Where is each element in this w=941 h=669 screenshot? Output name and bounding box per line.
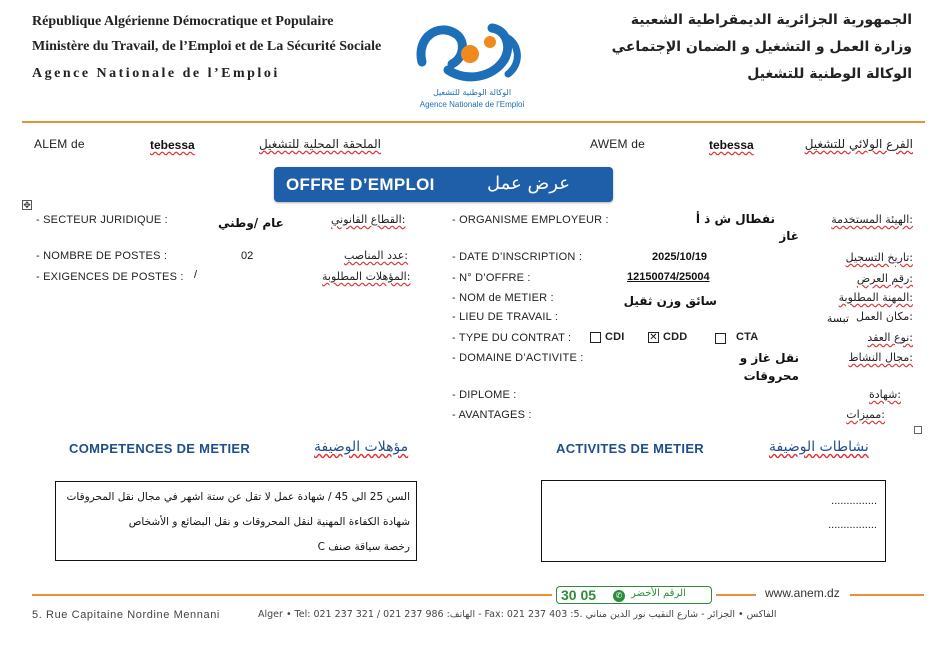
logo-arabic-text: الوكالة الوطنية للتشغيل	[432, 88, 512, 97]
numero-value[interactable]: 12150074/25004	[627, 271, 710, 283]
alem-label: ALEM de	[34, 137, 85, 151]
offer-title-ar: عرض عمل	[487, 173, 570, 194]
metier-label: - NOM de METIER :	[452, 292, 554, 304]
header-ar-line3: الوكالة الوطنية للتشغيل	[747, 66, 912, 82]
numero-arabic-label: :رقم العرض	[856, 272, 913, 285]
cdi-label: CDI	[605, 331, 625, 343]
numero-label: - N° D’OFFRE :	[452, 272, 531, 284]
exigences-value: /	[194, 269, 198, 281]
organisme-value-line2: غاز	[779, 229, 799, 243]
domaine-label: - DOMAINE D’ACTIVITE :	[452, 352, 584, 364]
secteur-label: - SECTEUR JURIDIQUE :	[36, 214, 168, 226]
organisme-value: نفطال ش ذ أ	[695, 212, 775, 226]
footer-address: 5. Rue Capitaine Nordine Mennani	[32, 609, 220, 621]
exigences-label: - EXIGENCES DE POSTES :	[36, 271, 184, 283]
alem-arabic-label: الملحقة المحلية للتشغيل	[259, 137, 381, 151]
date-label: - DATE D’INSCRIPTION :	[452, 251, 583, 263]
postes-label: - NOMBRE DE POSTES :	[36, 250, 168, 262]
competences-line-3: رخصة سياقة صنف C	[317, 541, 410, 553]
date-arabic-label: :تاريخ التسجيل	[845, 251, 913, 264]
organisme-arabic-label: :الهيئة المستخدمة	[831, 213, 913, 226]
green-number: 30 05	[561, 587, 597, 603]
awem-arabic-label: الفرع الولائي للتشغيل	[804, 137, 913, 151]
logo-french-text: Agence Nationale de l’Emploi	[419, 100, 525, 109]
metier-value: سائق وزن ثقيل	[623, 294, 717, 308]
footer-divider-left	[32, 594, 552, 596]
offer-title-banner	[274, 167, 613, 202]
table-resize-handle-icon[interactable]	[914, 426, 922, 434]
activites-dots-1: ...............	[831, 495, 877, 507]
cdi-checkbox[interactable]	[590, 332, 601, 343]
awem-label: AWEM de	[590, 137, 645, 151]
diplome-label: - DIPLOME :	[452, 389, 517, 401]
lieu-label: - LIEU DE TRAVAIL :	[452, 311, 559, 323]
lieu-arabic-label: :مكان العمل	[855, 310, 913, 323]
lieu-value: تبسة	[826, 312, 849, 325]
competences-line-1: السن 25 الى 45 / شهادة عمل لا تقل عن ستة اشهر في مجال نقل المحروقات	[66, 491, 410, 503]
awem-value: tebessa	[709, 138, 754, 152]
green-number-badge	[556, 586, 712, 604]
footer-divider-mid	[716, 594, 756, 596]
exigences-arabic-label: :المؤهلات المطلوبة	[322, 270, 411, 283]
activites-box	[541, 480, 886, 562]
contrat-arabic-label: :نوع العقد	[867, 331, 913, 344]
header-ar-line2: وزارة العمل و التشغيل و الضمان الإجتماعي	[611, 39, 912, 55]
anem-logo-icon	[408, 8, 536, 94]
avantages-label: - AVANTAGES :	[452, 409, 532, 421]
metier-arabic-label: :المهنة المطلوبة	[838, 291, 913, 304]
activites-dots-2: ................	[828, 519, 877, 531]
phone-icon: ✆	[613, 590, 625, 602]
secteur-arabic-label: :القطاع القانوني	[331, 213, 406, 226]
contrat-label: - TYPE DU CONTRAT :	[452, 332, 572, 344]
green-number-arabic: الرقم الأخضر	[631, 588, 686, 599]
postes-value: 02	[241, 250, 254, 262]
cta-checkbox[interactable]	[715, 333, 726, 344]
header-divider	[22, 121, 925, 123]
postes-arabic-label: :عدد المناصب	[344, 249, 409, 262]
secteur-value: عام /وطني	[218, 216, 284, 230]
header-fr-line2: Ministère du Travail, de l’Emploi et de La Sécurité Sociale	[32, 39, 382, 54]
anem-logo	[408, 8, 536, 116]
cdd-label: CDD	[663, 331, 688, 343]
competences-arabic-title: مؤهلات الوضيفة	[314, 439, 409, 455]
header-fr-line1: République Algérienne Démocratique et Populaire	[32, 14, 334, 29]
website-link[interactable]: www.anem.dz	[765, 586, 840, 600]
diplome-arabic-label: :شهادة	[868, 388, 901, 401]
header-fr-line3: Agence Nationale de l’Emploi	[32, 66, 280, 81]
offer-title-fr: OFFRE D’EMPLOI	[286, 175, 435, 194]
alem-value: tebessa	[150, 138, 195, 152]
date-value: 2025/10/19	[652, 251, 708, 263]
competences-line-2: شهادة الكفاءة المهنية لنقل المحروقات و نقل البضائع و الأشخاص	[128, 516, 410, 528]
footer-divider-right	[850, 594, 924, 596]
table-move-handle-icon[interactable]: ✥	[23, 200, 31, 210]
avantages-arabic-label: :مميزات	[846, 408, 885, 421]
cta-label: CTA	[736, 331, 759, 343]
competences-title: COMPETENCES DE METIER	[69, 441, 251, 456]
header-ar-line1: الجمهورية الجزائرية الديمقراطية الشعبية	[630, 12, 912, 28]
domaine-value-line2: محروقات	[743, 369, 799, 383]
activites-title: ACTIVITES DE METIER	[556, 441, 704, 456]
organisme-label: - ORGANISME EMPLOYEUR :	[452, 214, 609, 226]
competences-box	[55, 481, 417, 561]
activites-arabic-title: نشاطات الوضيفة	[769, 439, 869, 455]
cdd-checkbox[interactable]: ✕	[649, 332, 658, 343]
domaine-arabic-label: :مجال النشاط	[848, 351, 913, 364]
domaine-value: نقل غاز و	[739, 351, 799, 365]
footer-contact: Alger • Tel: 021 237 321 / 021 237 986 :الهاتف - Fax: 021 237 403 :الفاكس • الجزائر - شارع النقيب نور الدين مناني .5	[258, 609, 777, 620]
